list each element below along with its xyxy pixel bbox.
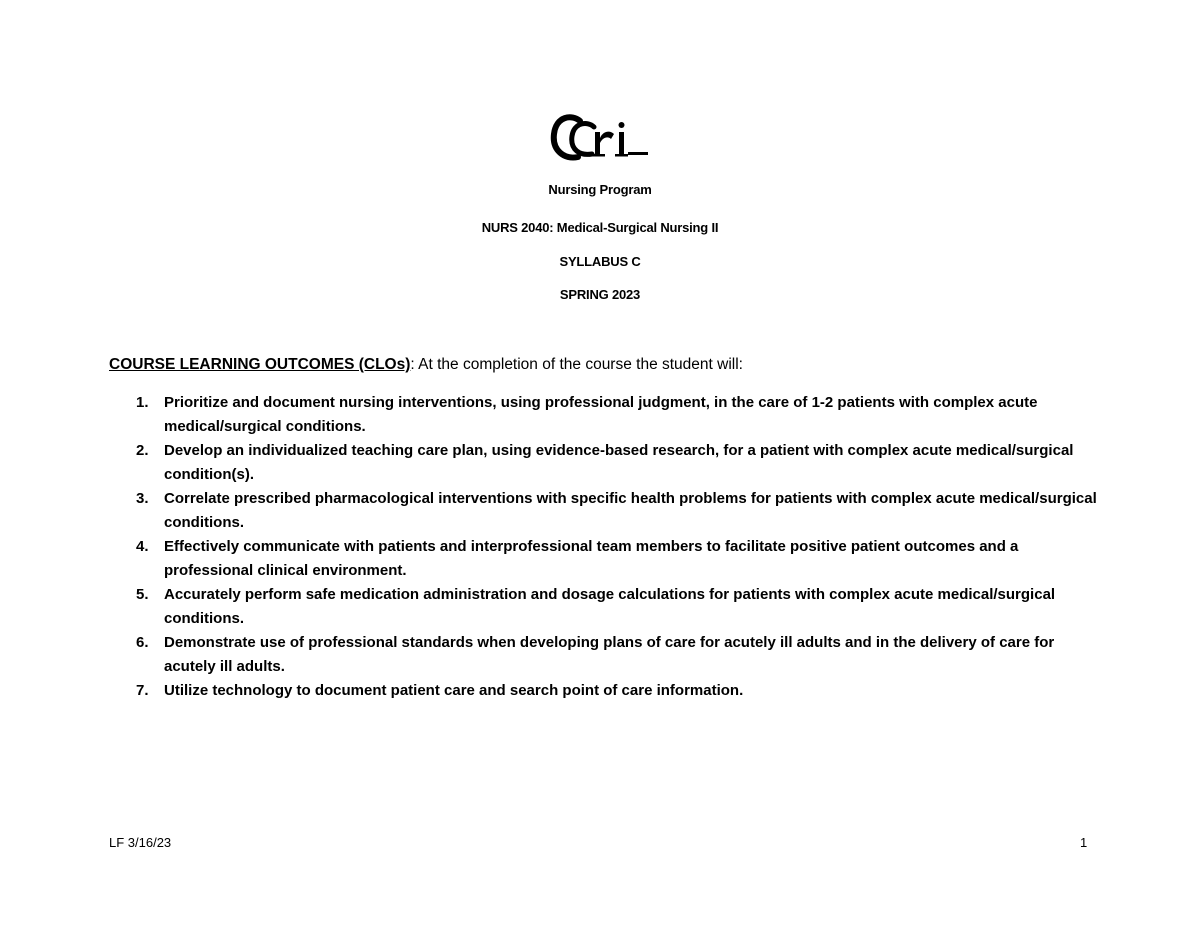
ccri-logo-graphic (550, 112, 650, 170)
clo-item-text: Utilize technology to document patient care and search point of care information. (164, 682, 744, 699)
clo-item-number: 7. (136, 682, 149, 699)
clo-item-number: 2. (136, 442, 149, 459)
clo-item-number: 4. (136, 538, 149, 555)
clo-item-text: Demonstrate use of professional standards when developing plans of care for acutely ill adults and in the delivery of care for acutely ill adults. (164, 634, 1055, 675)
footer-revision-date: LF 3/16/23 (109, 835, 172, 850)
clo-item-number: 6. (136, 634, 149, 651)
course-title: NURS 2040: Medical-Surgical Nursing II (481, 220, 719, 235)
clo-item (109, 391, 1099, 439)
clo-item-text: Develop an individualized teaching care plan, using evidence-based research, for a patient with complex acute medical/surgical condition(s). (164, 442, 1074, 483)
clo-item (109, 535, 1099, 583)
syllabus-label: SYLLABUS C (559, 254, 641, 269)
program-title: Nursing Program (548, 182, 652, 197)
clo-heading-title: COURSE LEARNING OUTCOMES (CLOs) (109, 356, 411, 373)
clo-list (109, 391, 1099, 703)
clo-item-text: Effectively communicate with patients and interprofessional team members to facilitate positive patient outcomes and a professional clinical environment. (164, 538, 1019, 579)
clo-item-text: Accurately perform safe medication administration and dosage calculations for patients with complex acute medical/surgical conditions. (164, 586, 1056, 627)
clo-item-number: 1. (136, 394, 149, 411)
clo-item-number: 5. (136, 586, 149, 603)
clo-item (109, 583, 1099, 631)
ccri-logo (550, 112, 650, 170)
clo-item-text: Prioritize and document nursing interventions, using professional judgment, in the care of 1-2 patients with complex acute medical/surgical conditions. (164, 394, 1038, 435)
term-label: SPRING 2023 (559, 287, 641, 302)
clo-item-number: 3. (136, 490, 149, 507)
clo-heading (109, 355, 743, 375)
clo-item (109, 679, 1099, 703)
clo-item-text: Correlate prescribed pharmacological interventions with specific health problems for patients with complex acute medical/surgical conditions. (164, 490, 1097, 531)
clo-heading-suffix: : At the completion of the course the student will: (410, 356, 743, 373)
footer-page-number: 1 (1080, 835, 1088, 850)
clo-item (109, 439, 1099, 487)
clo-item (109, 487, 1099, 535)
clo-item (109, 631, 1099, 679)
